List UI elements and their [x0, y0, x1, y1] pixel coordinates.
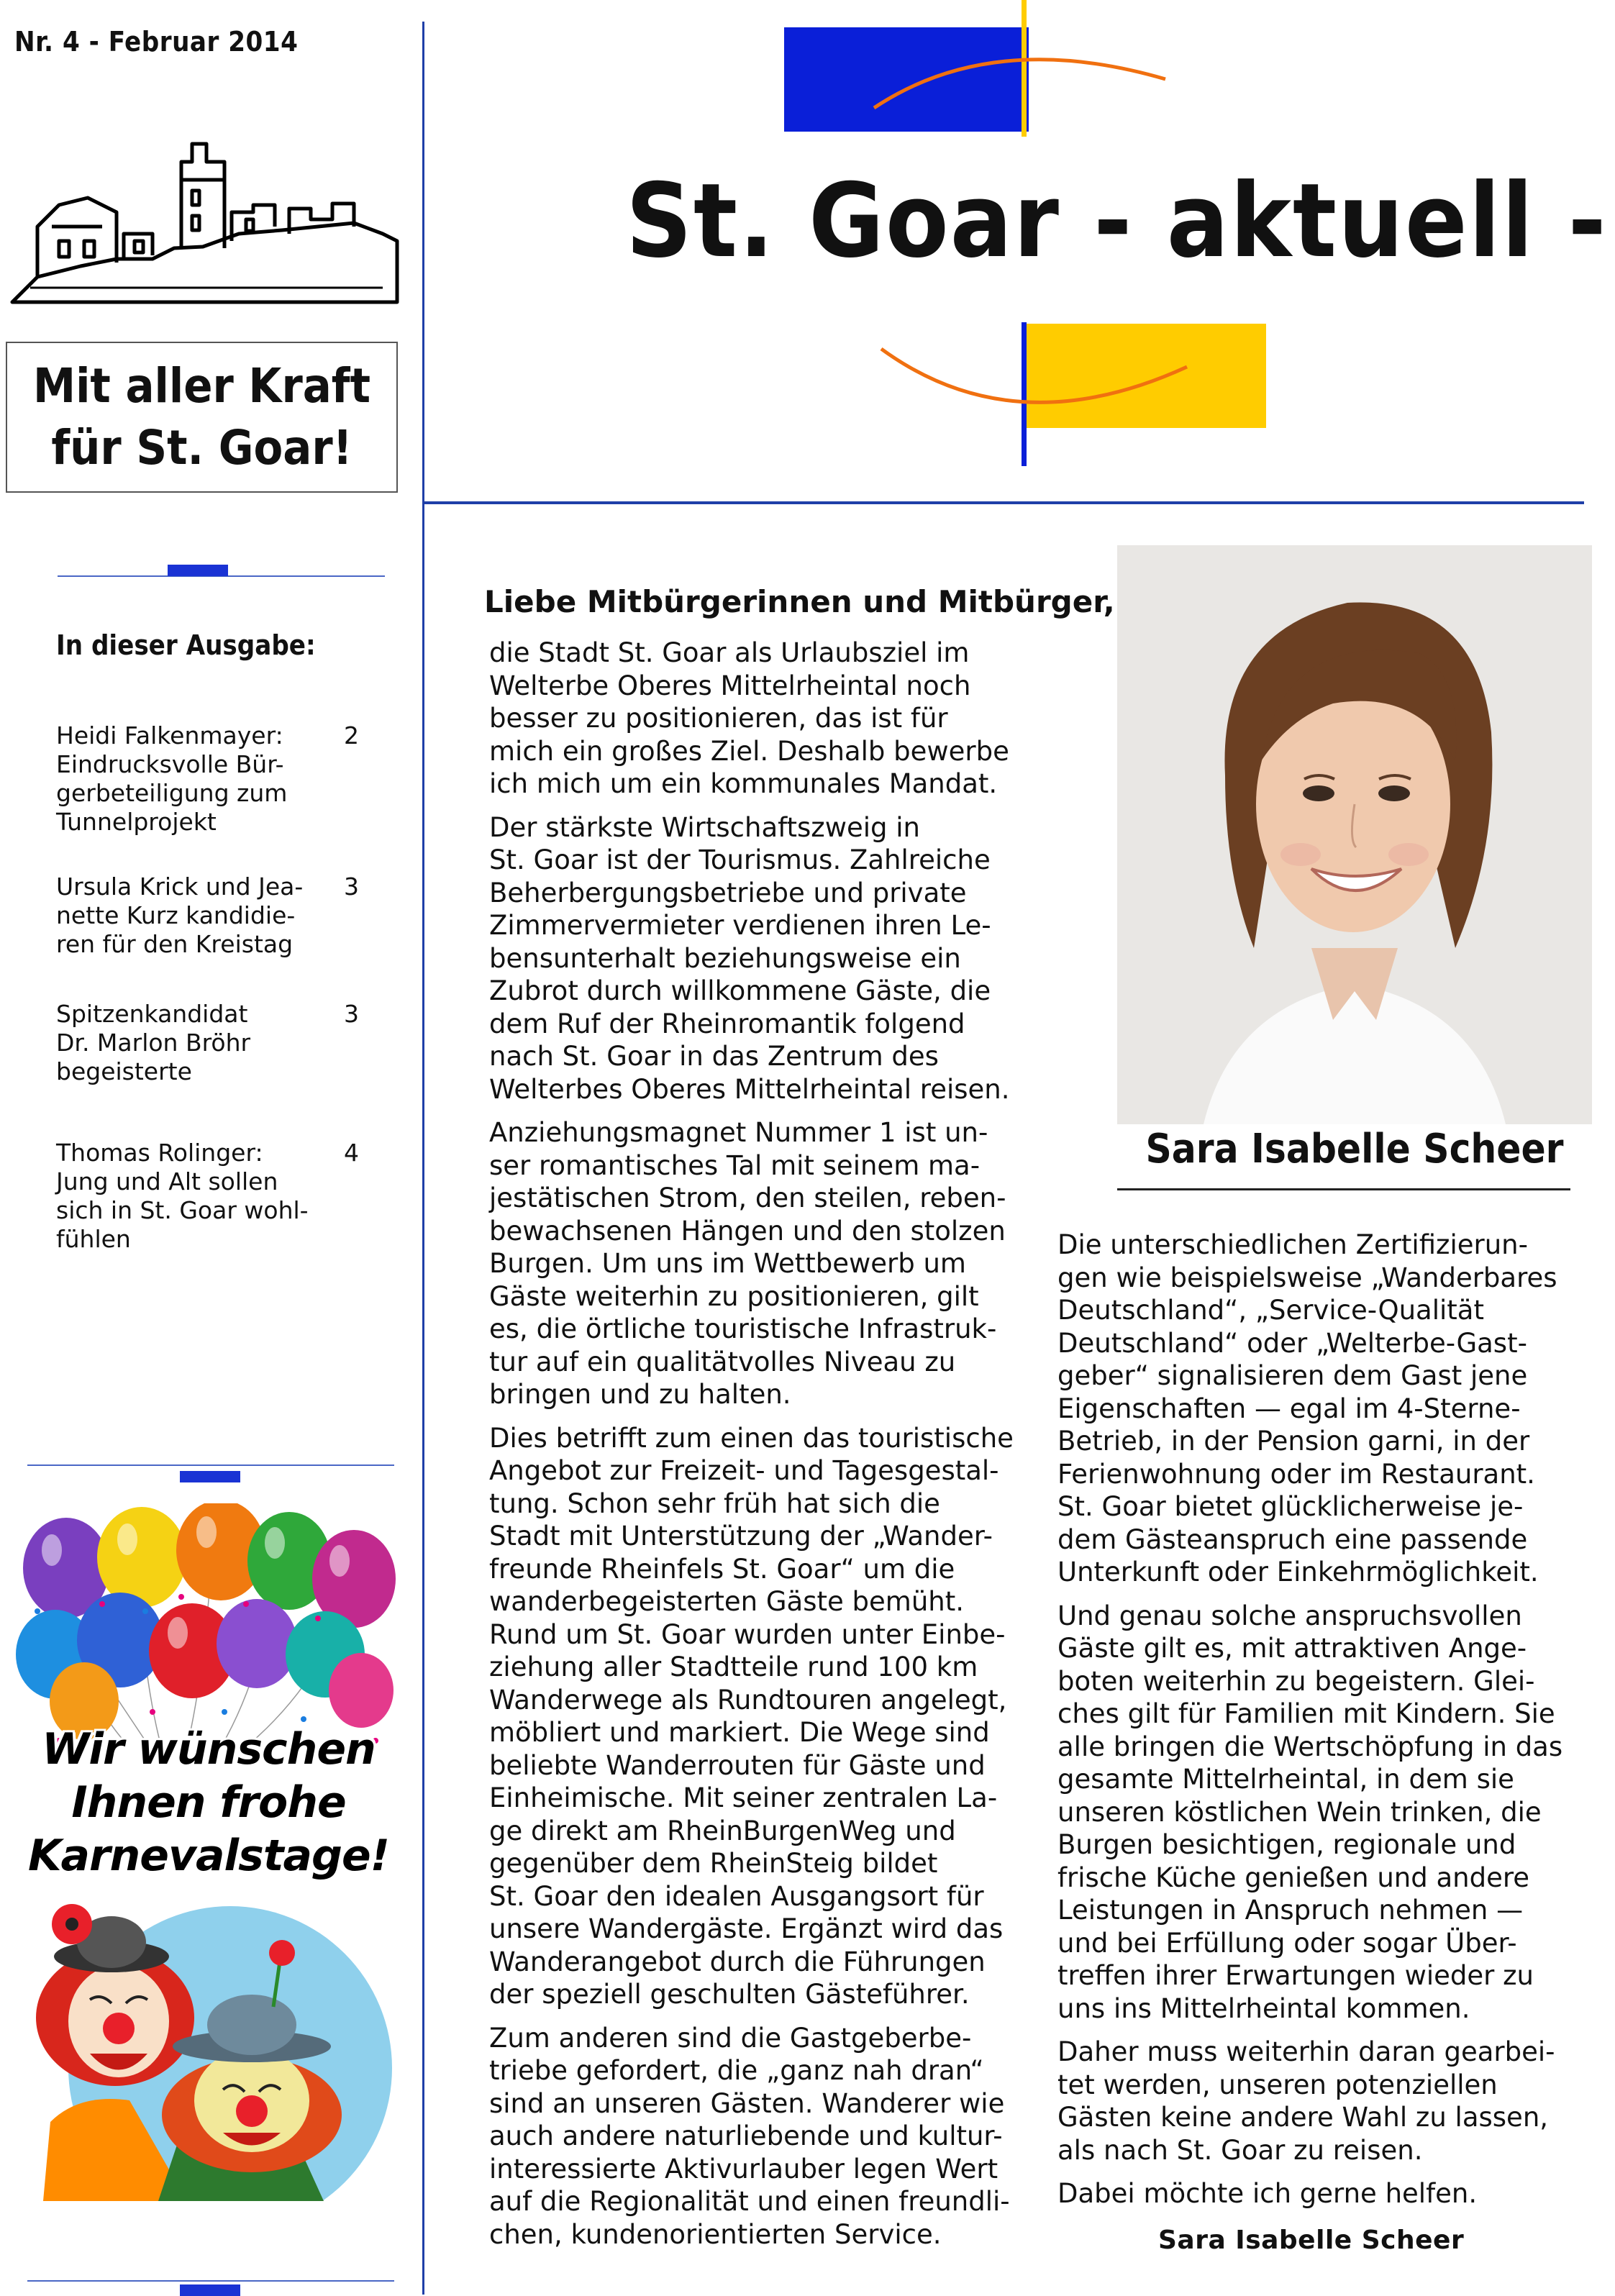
toc-entry[interactable] — [56, 1139, 387, 1254]
toc-heading: In dieser Ausgabe: — [56, 629, 316, 661]
toc-line: Tunnelprojekt — [56, 808, 217, 836]
toc-page-number: 3 — [344, 873, 359, 901]
carnival-line: Ihnen frohe — [71, 1777, 346, 1828]
sidebar-rule-bottom — [27, 2280, 394, 2282]
toc-line: fühlen — [56, 1225, 131, 1253]
slogan-line1: Mit aller Kraft — [32, 358, 371, 414]
carnival-greeting — [22, 1723, 396, 1882]
paragraph: Die unterschiedlichen Zertifizierun- gen wie beispielsweise „Wanderbares Deutschland“, „Service-Qualität Deutschland“ oder „Welterbe-Gast- geber“ signalisieren dem Gast jene Eigenschaften — egal im 4-Sterne- Betrieb, in der Pension garni, in der Ferienwohnung oder im Restaurant. St. Goar bietet glücklicherweise je- dem Gästeanspruch eine passende Unterkunft oder Einkehrmöglichkeit. — [1057, 1229, 1557, 1587]
toc-line: Dr. Marlon Bröhr — [56, 1029, 251, 1057]
toc-page-number: 3 — [344, 1000, 359, 1028]
toc-line: Thomas Rolinger: — [56, 1139, 263, 1167]
toc-page-number: 2 — [344, 721, 359, 750]
carnival-line: Wir wünschen — [42, 1724, 376, 1775]
caption-rule — [1117, 1188, 1570, 1190]
paragraph: Daher muss weiterhin daran gearbei- tet werden, unseren potenziellen Gästen keine andere Wahl zu lassen, als nach St. Goar zu reisen. — [1057, 2036, 1555, 2166]
sidebar-rule-middle — [27, 1464, 394, 1466]
carnival-line: Karnevalstage! — [27, 1831, 390, 1881]
sidebar-tab-middle — [180, 1471, 240, 1482]
paragraph: Dabei möchte ich gerne helfen. — [1057, 2178, 1478, 2209]
paragraph: Der stärkste Wirtschaftszweig in St. Goar ist der Tourismus. Zahlreiche Beherbergungsbetriebe und private Zimmervermieter verdienen ihren Le- bensunterhalt beziehungsweise ein Zubrot durch willkommene Gäste, die dem Ruf der Rheinromantik folgend nach St. Goar in das Zentrum des Welterbes Oberes Mittelrheintal reisen. — [489, 811, 1010, 1105]
toc-line: Eindrucksvolle Bür- — [56, 750, 284, 778]
photo-caption: Sara Isabelle Scheer — [1145, 1126, 1564, 1172]
issue-date: Nr. 4 - Februar 2014 — [14, 26, 299, 58]
toc-line: sich in St. Goar wohl- — [56, 1196, 309, 1224]
toc-line: ren für den Kreistag — [56, 930, 294, 958]
toc-page-number: 4 — [344, 1139, 359, 1167]
slogan-line2: für St. Goar! — [51, 420, 352, 475]
toc-line: Jung und Alt sollen — [56, 1167, 278, 1195]
vertical-divider — [422, 22, 424, 2295]
portrait-photo — [1117, 545, 1592, 1124]
signature: Sara Isabelle Scheer — [1158, 2226, 1465, 2255]
sidebar-tab-bottom — [180, 2284, 240, 2296]
toc-line: Heidi Falkenmayer: — [56, 721, 283, 750]
toc-line: Spitzenkandidat — [56, 1000, 248, 1028]
sidebar-tab-top — [168, 565, 228, 576]
article-column-2 — [1057, 1229, 1590, 2221]
paragraph: Dies betrifft zum einen das touristische Angebot zur Freizeit- und Tagesgestal- tung. Schon sehr früh hat sich die Stadt mit Unterstützung der „Wander- freunde Rheinfels St. Goar“ um die wanderbegeisterten Gäste bemüht. Rund um St. Goar wurden unter Einbe- ziehung aller Stadtteile rund 100 km Wanderwege als Rundtouren angelegt, möbliert und markiert. Die Wege sind beliebte Wanderrouten für Gäste und Einheimische. Mit seiner zentralen La- ge direkt am RheinBurgenWeg und gegenüber dem RheinSteig bildet St. Goar den idealen Ausgangsort für unsere Wandergäste. Ergänzt wird das Wanderangebot durch die Führungen der speziell geschulten Gästeführer. — [489, 1422, 1014, 2010]
toc-line: nette Kurz kandidie- — [56, 901, 296, 929]
article-greeting: Liebe Mitbürgerinnen und Mitbürger, — [484, 584, 1115, 619]
article-column-1 — [489, 637, 1036, 2261]
toc-entry[interactable] — [56, 873, 387, 959]
paragraph: Anziehungsmagnet Nummer 1 ist un- ser romantisches Tal mit seinem ma- jestätischen Strom, den steilen, reben- bewachsenen Hängen und den stolzen Burgen. Um uns im Wettbewerb um Gäste weiterhin zu positionieren, gilt es, die örtliche touristische Infrastruk- tur auf ein qualitätvolles Niveau zu bringen und zu halten. — [489, 1117, 1006, 1410]
paragraph: Zum anderen sind die Gastgeberbe- triebe gefordert, die „ganz nah dran“ sind an unseren Gästen. Wanderer wie auch andere naturliebende und kultur- interessierte Aktivurlauber legen Wert auf die Regionalität und einen freundli- chen, kundenorientierten Service. — [489, 2022, 1010, 2250]
toc-entry[interactable] — [56, 1000, 387, 1086]
castle-logo — [9, 140, 401, 306]
slogan-box — [6, 342, 398, 493]
toc-entry[interactable] — [56, 721, 387, 837]
clowns-illustration — [22, 1885, 410, 2201]
toc-line: begeisterte — [56, 1057, 192, 1085]
newspaper-title: St. Goar - aktuell - — [626, 162, 1608, 281]
toc-line: Ursula Krick und Jea- — [56, 873, 304, 901]
toc-line: gerbeteiligung zum — [56, 779, 288, 807]
header-divider — [422, 501, 1584, 504]
paragraph: Und genau solche anspruchsvollen Gäste gilt es, mit attraktiven Ange- boten weiterhin zu begeistern. Glei- ches gilt für Familien mit Kindern. Sie alle bringen die Wertschöpfung in das gesamte Mittelrheintal, in dem sie unseren köstlichen Wein trinken, die Burgen besichtigen, regionale und frische Küche genießen und andere Leistungen in Anspruch nehmen — und bei Erfüllung oder sogar Über- treffen ihrer Erwartungen wieder zu uns ins Mittelrheintal kommen. — [1057, 1600, 1563, 2024]
paragraph: die Stadt St. Goar als Urlaubsziel im Welterbe Oberes Mittelrheintal noch besser zu positionieren, das ist für mich ein großes Ziel. Deshalb bewerbe ich mich um ein kommunales Mandat. — [489, 637, 1009, 799]
